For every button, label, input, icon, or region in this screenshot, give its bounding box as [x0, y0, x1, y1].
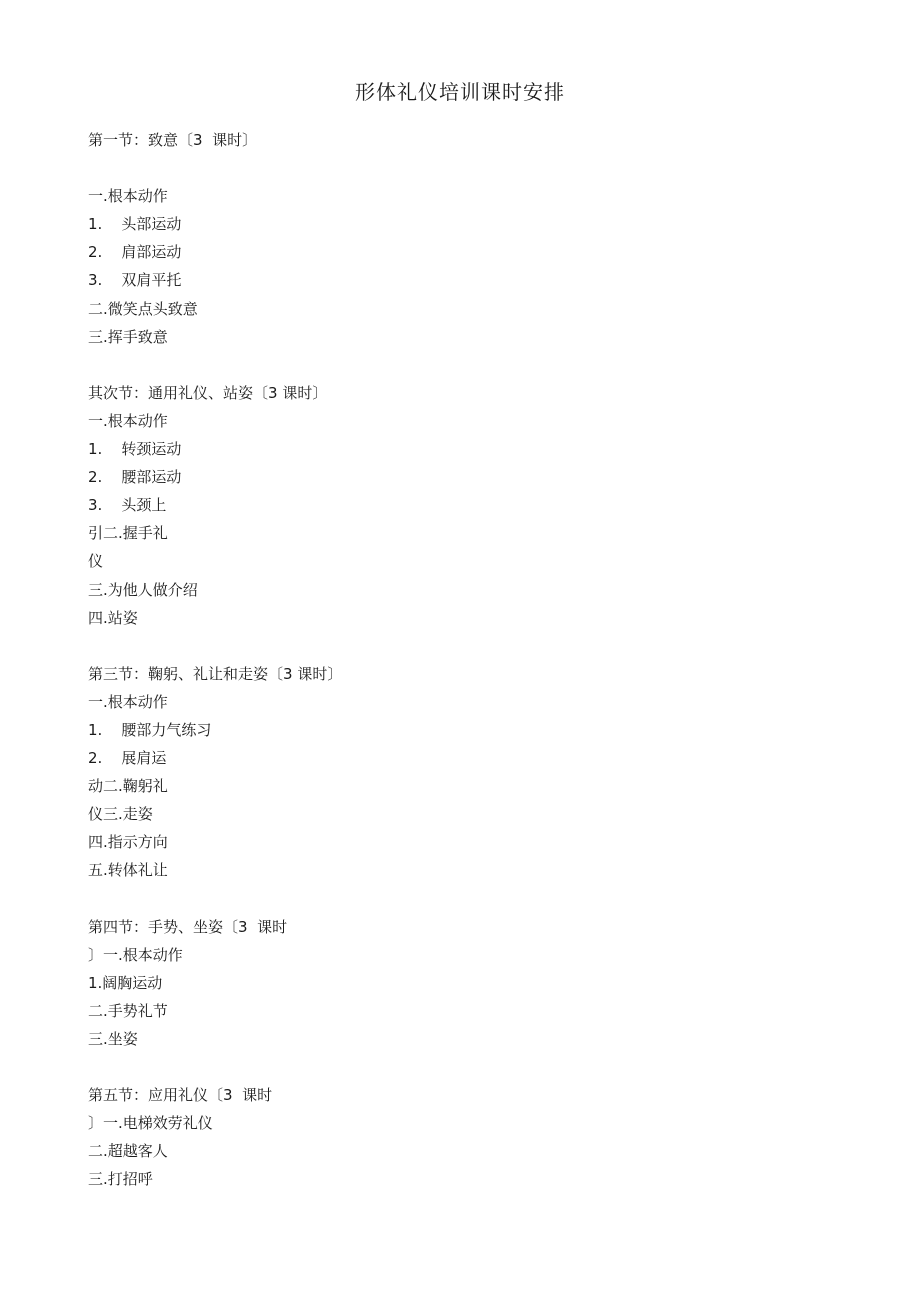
- document-title: 形体礼仪培训课时安排: [355, 80, 565, 104]
- text-line: 2. 肩部运动: [88, 243, 182, 262]
- text-line: 三.坐姿: [88, 1030, 138, 1048]
- text-line: 〕一.根本动作: [88, 945, 183, 964]
- section-5-heading: 第五节：应用礼仪〔3 课时: [88, 1086, 273, 1105]
- section-4-heading: 第四节：手势、坐姿〔3 课时: [88, 917, 288, 936]
- text-line: 二.手势礼节: [88, 1001, 168, 1020]
- text-line: 动二.鞠躬礼: [88, 777, 168, 796]
- text-line: 1. 转颈运动: [88, 440, 182, 459]
- section-1-heading: 第一节：致意〔3 课时〕: [88, 131, 258, 149]
- text-line: 3. 头颈上: [88, 496, 167, 515]
- text-line: 1.阔胸运动: [88, 973, 163, 992]
- text-line: 仪: [88, 552, 104, 571]
- text-line: 三.挥手致意: [88, 327, 168, 346]
- text-line: 三.打招呼: [88, 1170, 153, 1189]
- text-line: 二.超越客人: [88, 1142, 168, 1161]
- blank-line: [88, 154, 848, 182]
- document-body: [88, 126, 848, 1194]
- section-3-heading: 第三节：鞠躬、礼让和走姿〔3 课时〕: [88, 664, 343, 683]
- text-line: 一.根本动作: [88, 187, 168, 206]
- text-line: 3. 双肩平托: [88, 271, 182, 290]
- blank-line: [88, 1053, 848, 1081]
- text-line: 2. 腰部运动: [88, 468, 182, 487]
- text-line: 1. 腰部力气练习: [88, 720, 212, 739]
- blank-line: [88, 885, 848, 913]
- text-line: 四.站姿: [88, 608, 138, 627]
- text-line: 2. 展肩运: [88, 749, 167, 768]
- text-line: 一.根本动作: [88, 692, 168, 711]
- text-line: 五.转体礼让: [88, 861, 168, 880]
- text-line: 四.指示方向: [88, 833, 168, 852]
- text-line: 二.微笑点头致意: [88, 299, 198, 318]
- text-line: 〕一.电梯效劳礼仪: [88, 1114, 213, 1133]
- text-line: 引二.握手礼: [88, 524, 168, 543]
- text-line: 仪三.走姿: [88, 805, 153, 824]
- section-2-heading: 其次节：通用礼仪、站姿〔3 课时〕: [88, 383, 328, 402]
- text-line: 一.根本动作: [88, 411, 168, 430]
- text-line: 1. 头部运动: [88, 215, 182, 234]
- blank-line: [88, 351, 848, 379]
- blank-line: [88, 632, 848, 660]
- text-line: 三.为他人做介绍: [88, 580, 198, 599]
